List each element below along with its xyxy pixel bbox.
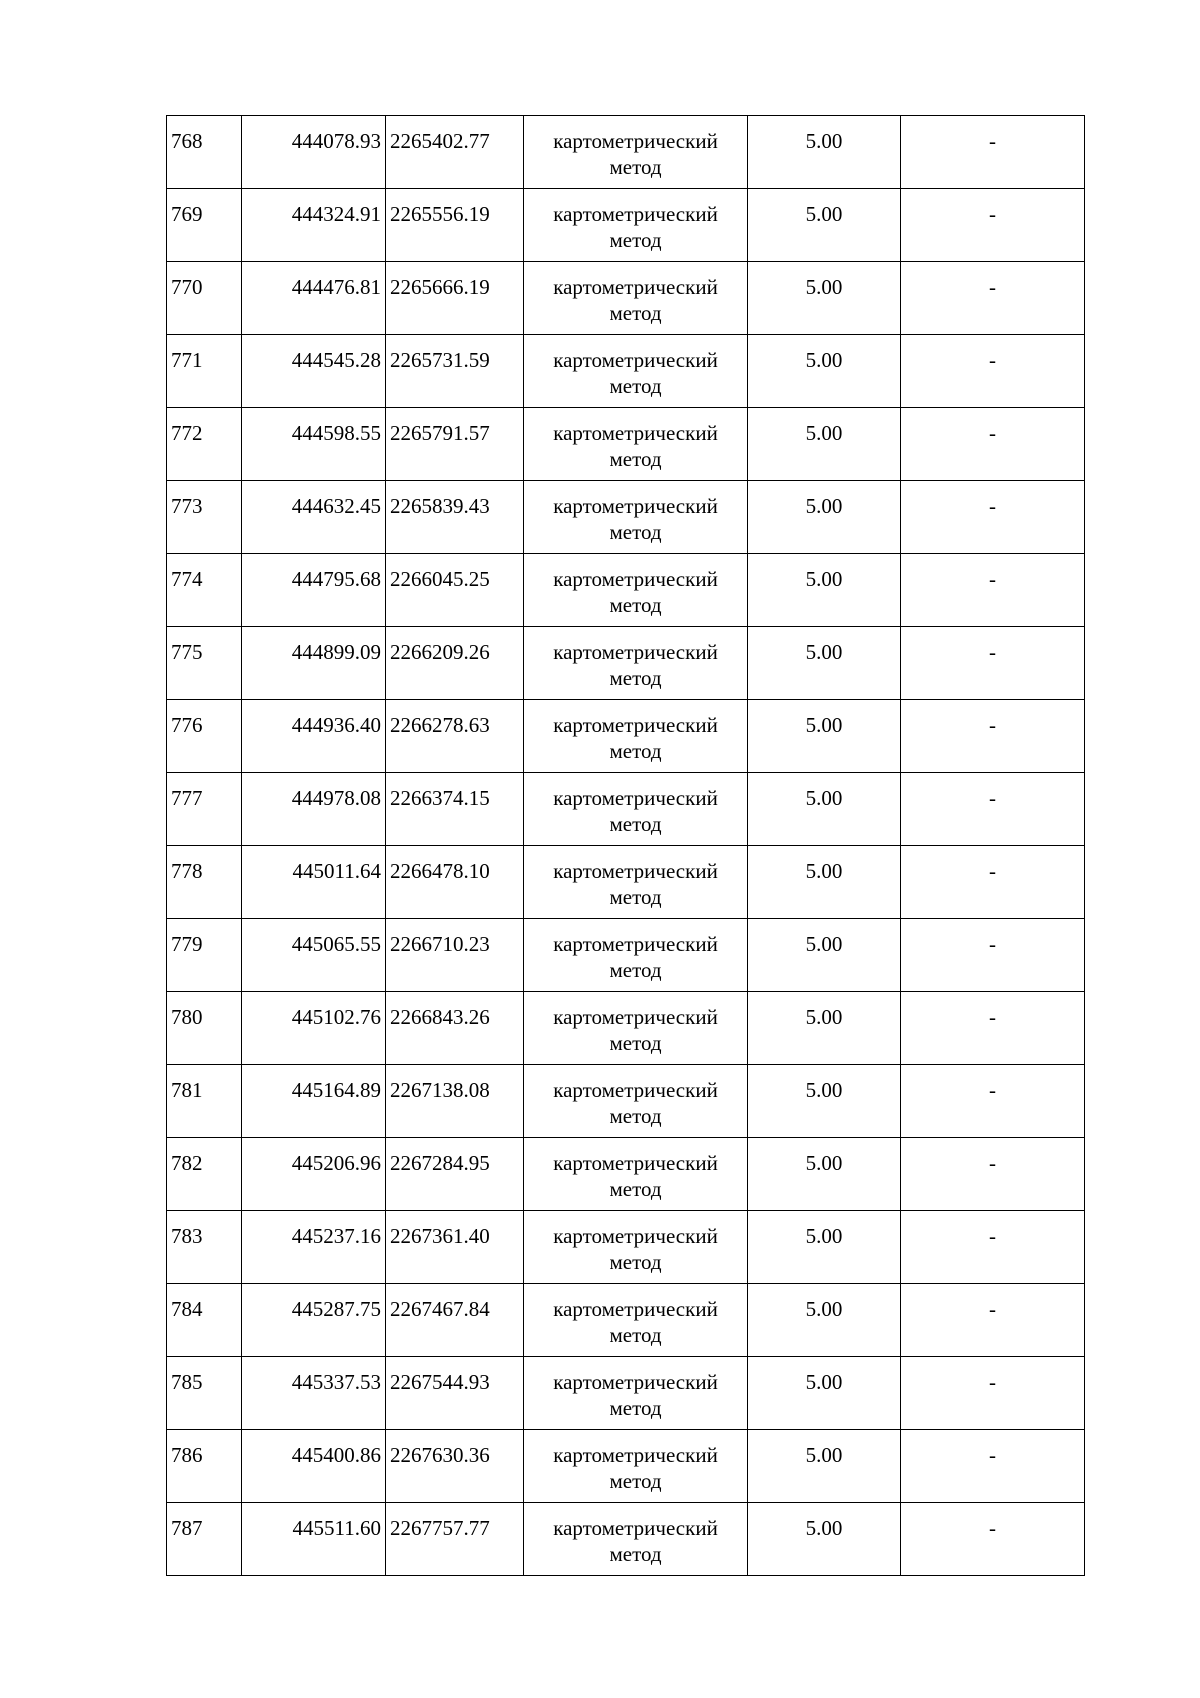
x-coordinate-cell: 445237.16: [242, 1211, 386, 1284]
description-cell: -: [901, 1138, 1085, 1211]
y-coordinate-cell: 2267544.93: [386, 1357, 524, 1430]
point-number-cell: 778: [167, 846, 242, 919]
accuracy-cell: 5.00: [748, 1065, 901, 1138]
description-cell: -: [901, 1357, 1085, 1430]
description-cell: -: [901, 408, 1085, 481]
y-coordinate-cell: 2265666.19: [386, 262, 524, 335]
point-number-cell: 780: [167, 992, 242, 1065]
table-row: [167, 189, 1085, 262]
description-cell: -: [901, 262, 1085, 335]
y-coordinate-cell: 2265556.19: [386, 189, 524, 262]
point-number-cell: 776: [167, 700, 242, 773]
accuracy-cell: 5.00: [748, 700, 901, 773]
y-coordinate-cell: 2266843.26: [386, 992, 524, 1065]
description-cell: -: [901, 554, 1085, 627]
point-number-cell: 783: [167, 1211, 242, 1284]
table-row: [167, 262, 1085, 335]
description-cell: -: [901, 481, 1085, 554]
point-number-cell: 779: [167, 919, 242, 992]
y-coordinate-cell: 2265791.57: [386, 408, 524, 481]
table-row: [167, 1284, 1085, 1357]
table-row: [167, 700, 1085, 773]
accuracy-cell: 5.00: [748, 1503, 901, 1576]
x-coordinate-cell: 445400.86: [242, 1430, 386, 1503]
accuracy-cell: 5.00: [748, 992, 901, 1065]
accuracy-cell: 5.00: [748, 554, 901, 627]
description-cell: -: [901, 1211, 1085, 1284]
method-cell: картометрический метод: [524, 408, 748, 481]
y-coordinate-cell: 2265402.77: [386, 116, 524, 189]
method-cell: картометрический метод: [524, 992, 748, 1065]
point-number-cell: 768: [167, 116, 242, 189]
method-cell: картометрический метод: [524, 262, 748, 335]
table-row: [167, 335, 1085, 408]
accuracy-cell: 5.00: [748, 1284, 901, 1357]
point-number-cell: 772: [167, 408, 242, 481]
table-row: [167, 846, 1085, 919]
x-coordinate-cell: 445065.55: [242, 919, 386, 992]
table-row: [167, 992, 1085, 1065]
method-cell: картометрический метод: [524, 554, 748, 627]
accuracy-cell: 5.00: [748, 1138, 901, 1211]
description-cell: -: [901, 700, 1085, 773]
table-row: [167, 116, 1085, 189]
description-cell: -: [901, 335, 1085, 408]
method-cell: картометрический метод: [524, 773, 748, 846]
x-coordinate-cell: 444078.93: [242, 116, 386, 189]
x-coordinate-cell: 445011.64: [242, 846, 386, 919]
table-row: [167, 919, 1085, 992]
point-number-cell: 775: [167, 627, 242, 700]
accuracy-cell: 5.00: [748, 116, 901, 189]
description-cell: -: [901, 1065, 1085, 1138]
accuracy-cell: 5.00: [748, 1430, 901, 1503]
description-cell: -: [901, 1284, 1085, 1357]
table-row: [167, 1211, 1085, 1284]
point-number-cell: 784: [167, 1284, 242, 1357]
description-cell: -: [901, 189, 1085, 262]
x-coordinate-cell: 444476.81: [242, 262, 386, 335]
point-number-cell: 773: [167, 481, 242, 554]
table-row: [167, 773, 1085, 846]
point-number-cell: 774: [167, 554, 242, 627]
point-number-cell: 782: [167, 1138, 242, 1211]
table-row: [167, 627, 1085, 700]
method-cell: картометрический метод: [524, 1430, 748, 1503]
table-row: [167, 554, 1085, 627]
method-cell: картометрический метод: [524, 846, 748, 919]
x-coordinate-cell: 444795.68: [242, 554, 386, 627]
description-cell: -: [901, 773, 1085, 846]
table-row: [167, 408, 1085, 481]
method-cell: картометрический метод: [524, 700, 748, 773]
table-row: [167, 1138, 1085, 1211]
x-coordinate-cell: 445287.75: [242, 1284, 386, 1357]
description-cell: -: [901, 116, 1085, 189]
point-number-cell: 785: [167, 1357, 242, 1430]
table-row: [167, 1065, 1085, 1138]
description-cell: -: [901, 992, 1085, 1065]
y-coordinate-cell: 2266209.26: [386, 627, 524, 700]
x-coordinate-cell: 445102.76: [242, 992, 386, 1065]
point-number-cell: 771: [167, 335, 242, 408]
description-cell: -: [901, 1503, 1085, 1576]
accuracy-cell: 5.00: [748, 189, 901, 262]
y-coordinate-cell: 2265731.59: [386, 335, 524, 408]
y-coordinate-cell: 2266710.23: [386, 919, 524, 992]
point-number-cell: 777: [167, 773, 242, 846]
method-cell: картометрический метод: [524, 189, 748, 262]
method-cell: картометрический метод: [524, 1503, 748, 1576]
accuracy-cell: 5.00: [748, 627, 901, 700]
method-cell: картометрический метод: [524, 481, 748, 554]
y-coordinate-cell: 2267467.84: [386, 1284, 524, 1357]
y-coordinate-cell: 2267138.08: [386, 1065, 524, 1138]
accuracy-cell: 5.00: [748, 1211, 901, 1284]
accuracy-cell: 5.00: [748, 335, 901, 408]
x-coordinate-cell: 444545.28: [242, 335, 386, 408]
accuracy-cell: 5.00: [748, 846, 901, 919]
x-coordinate-cell: 444899.09: [242, 627, 386, 700]
description-cell: -: [901, 627, 1085, 700]
method-cell: картометрический метод: [524, 1357, 748, 1430]
point-number-cell: 781: [167, 1065, 242, 1138]
coordinates-table: [166, 115, 1085, 1576]
y-coordinate-cell: 2267284.95: [386, 1138, 524, 1211]
description-cell: -: [901, 846, 1085, 919]
point-number-cell: 770: [167, 262, 242, 335]
method-cell: картометрический метод: [524, 627, 748, 700]
method-cell: картометрический метод: [524, 919, 748, 992]
x-coordinate-cell: 444632.45: [242, 481, 386, 554]
method-cell: картометрический метод: [524, 1138, 748, 1211]
x-coordinate-cell: 444324.91: [242, 189, 386, 262]
accuracy-cell: 5.00: [748, 481, 901, 554]
x-coordinate-cell: 444936.40: [242, 700, 386, 773]
table-row: [167, 481, 1085, 554]
method-cell: картометрический метод: [524, 116, 748, 189]
y-coordinate-cell: 2266045.25: [386, 554, 524, 627]
y-coordinate-cell: 2266278.63: [386, 700, 524, 773]
method-cell: картометрический метод: [524, 1211, 748, 1284]
x-coordinate-cell: 444598.55: [242, 408, 386, 481]
accuracy-cell: 5.00: [748, 262, 901, 335]
accuracy-cell: 5.00: [748, 773, 901, 846]
x-coordinate-cell: 444978.08: [242, 773, 386, 846]
point-number-cell: 786: [167, 1430, 242, 1503]
x-coordinate-cell: 445164.89: [242, 1065, 386, 1138]
y-coordinate-cell: 2265839.43: [386, 481, 524, 554]
description-cell: -: [901, 919, 1085, 992]
method-cell: картометрический метод: [524, 1284, 748, 1357]
method-cell: картометрический метод: [524, 1065, 748, 1138]
accuracy-cell: 5.00: [748, 408, 901, 481]
point-number-cell: 769: [167, 189, 242, 262]
y-coordinate-cell: 2266374.15: [386, 773, 524, 846]
accuracy-cell: 5.00: [748, 919, 901, 992]
method-cell: картометрический метод: [524, 335, 748, 408]
y-coordinate-cell: 2266478.10: [386, 846, 524, 919]
table-row: [167, 1357, 1085, 1430]
table-body: [167, 116, 1085, 1576]
x-coordinate-cell: 445511.60: [242, 1503, 386, 1576]
x-coordinate-cell: 445206.96: [242, 1138, 386, 1211]
table-row: [167, 1430, 1085, 1503]
y-coordinate-cell: 2267361.40: [386, 1211, 524, 1284]
y-coordinate-cell: 2267630.36: [386, 1430, 524, 1503]
description-cell: -: [901, 1430, 1085, 1503]
point-number-cell: 787: [167, 1503, 242, 1576]
accuracy-cell: 5.00: [748, 1357, 901, 1430]
x-coordinate-cell: 445337.53: [242, 1357, 386, 1430]
y-coordinate-cell: 2267757.77: [386, 1503, 524, 1576]
table-row: [167, 1503, 1085, 1576]
